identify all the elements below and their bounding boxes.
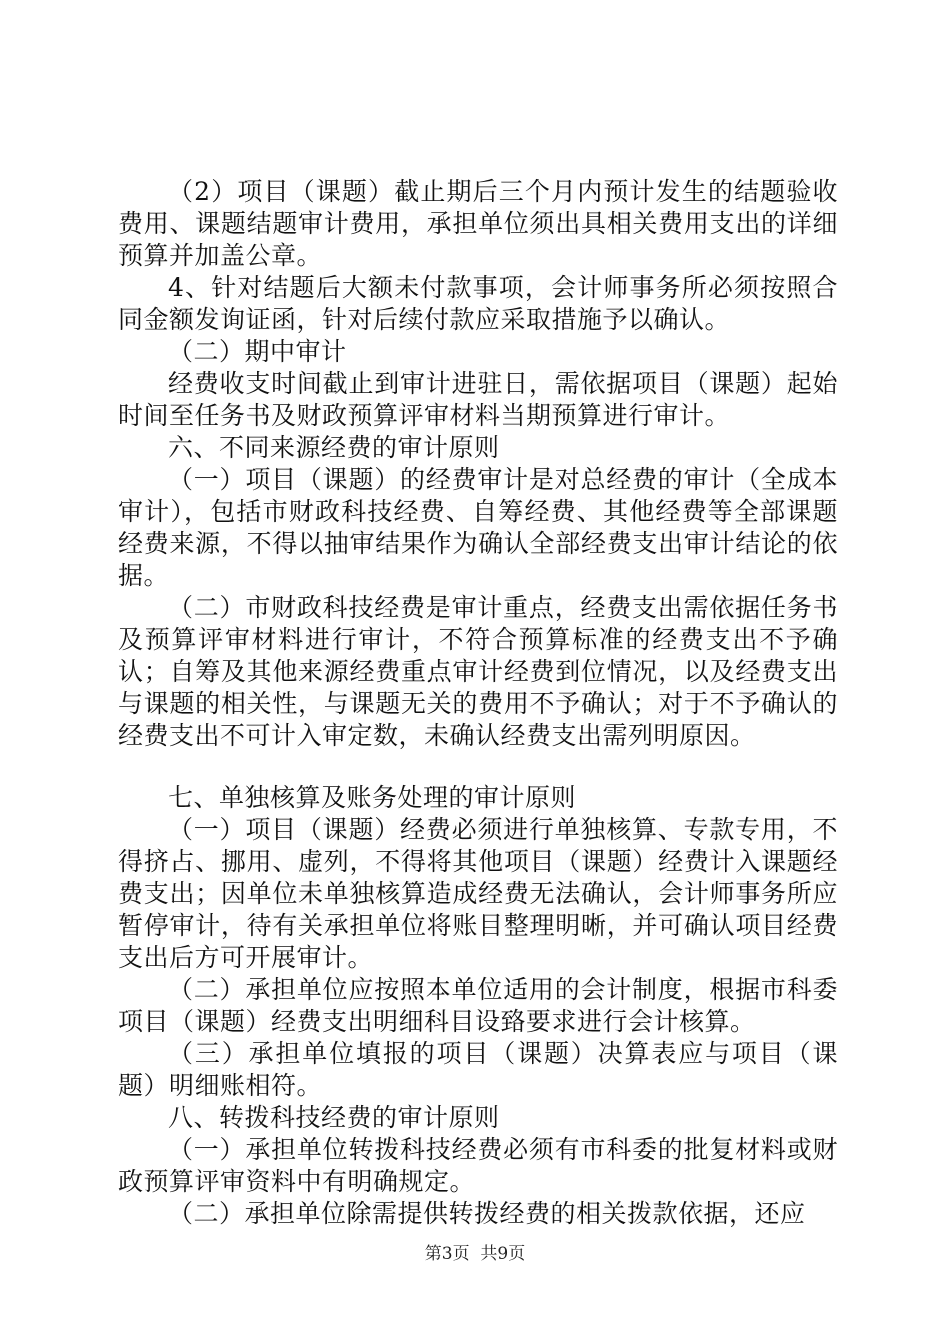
section-heading-interim-audit: （二）期中审计 — [168, 337, 347, 366]
paragraph-10: （二）承担单位除需提供转拨经费的相关拨款依据，还应 — [168, 1199, 806, 1228]
section-heading-six: 六、不同来源经费的审计原则 — [168, 433, 500, 462]
paragraph-7: （二）承担单位应按照本单位适用的会计制度，根据市科委项目（课题）经费支出明细科目设臵要求进行会计核算。 — [118, 975, 838, 1036]
paragraph-6: （一）项目（课题）经费必须进行单独核算、专款专用，不得挤占、挪用、虚列，不得将其他项目（课题）经费计入课题经费支出；因单位未单独核算造成经费无法确认，会计师事务所应暂停审计，待有关承担单位将账目整理明晰，并可确认项目经费支出后方可开展审计。 — [118, 815, 838, 972]
paragraph-2: 4、针对结题后大额未付款事项，会计师事务所必须按照合同金额发询证函，针对后续付款应采取措施予以确认。 — [118, 273, 838, 334]
section-heading-eight: 八、转拨科技经费的审计原则 — [168, 1103, 500, 1132]
paragraph-8: （三）承担单位填报的项目（课题）决算表应与项目（课题）明细账相符。 — [118, 1039, 838, 1100]
paragraph-1: （2）项目（课题）截止期后三个月内预计发生的结题验收费用、课题结题审计费用，承担单位须出具相关费用支出的详细预算并加盖公章。 — [118, 177, 838, 270]
paragraph-gap — [118, 752, 838, 782]
paragraph-5: （二）市财政科技经费是审计重点，经费支出需依据任务书及预算评审材料进行审计，不符合预算标准的经费支出不予确认；自筹及其他来源经费重点审计经费到位情况，以及经费支出与课题的相关性，与课题无关的费用不予确认；对于不予确认的经费支出不可计入审定数，未确认经费支出需列明原因。 — [118, 593, 838, 750]
section-heading-seven: 七、单独核算及账务处理的审计原则 — [168, 783, 577, 812]
page-number-footer: 第3页 共9页 — [424, 1244, 526, 1264]
paragraph-3: 经费收支时间截止到审计进驻日，需依据项目（课题）起始时间至任务书及财政预算评审材料当期预算进行审计。 — [118, 369, 838, 430]
document-body — [118, 176, 838, 1230]
paragraph-9: （一）承担单位转拨科技经费必须有市科委的批复材料或财政预算评审资料中有明确规定。 — [118, 1135, 838, 1196]
paragraph-4: （一）项目（课题）的经费审计是对总经费的审计（全成本审计），包括市财政科技经费、自筹经费、其他经费等全部课题经费来源，不得以抽审结果作为确认全部经费支出审计结论的依据。 — [118, 465, 838, 590]
